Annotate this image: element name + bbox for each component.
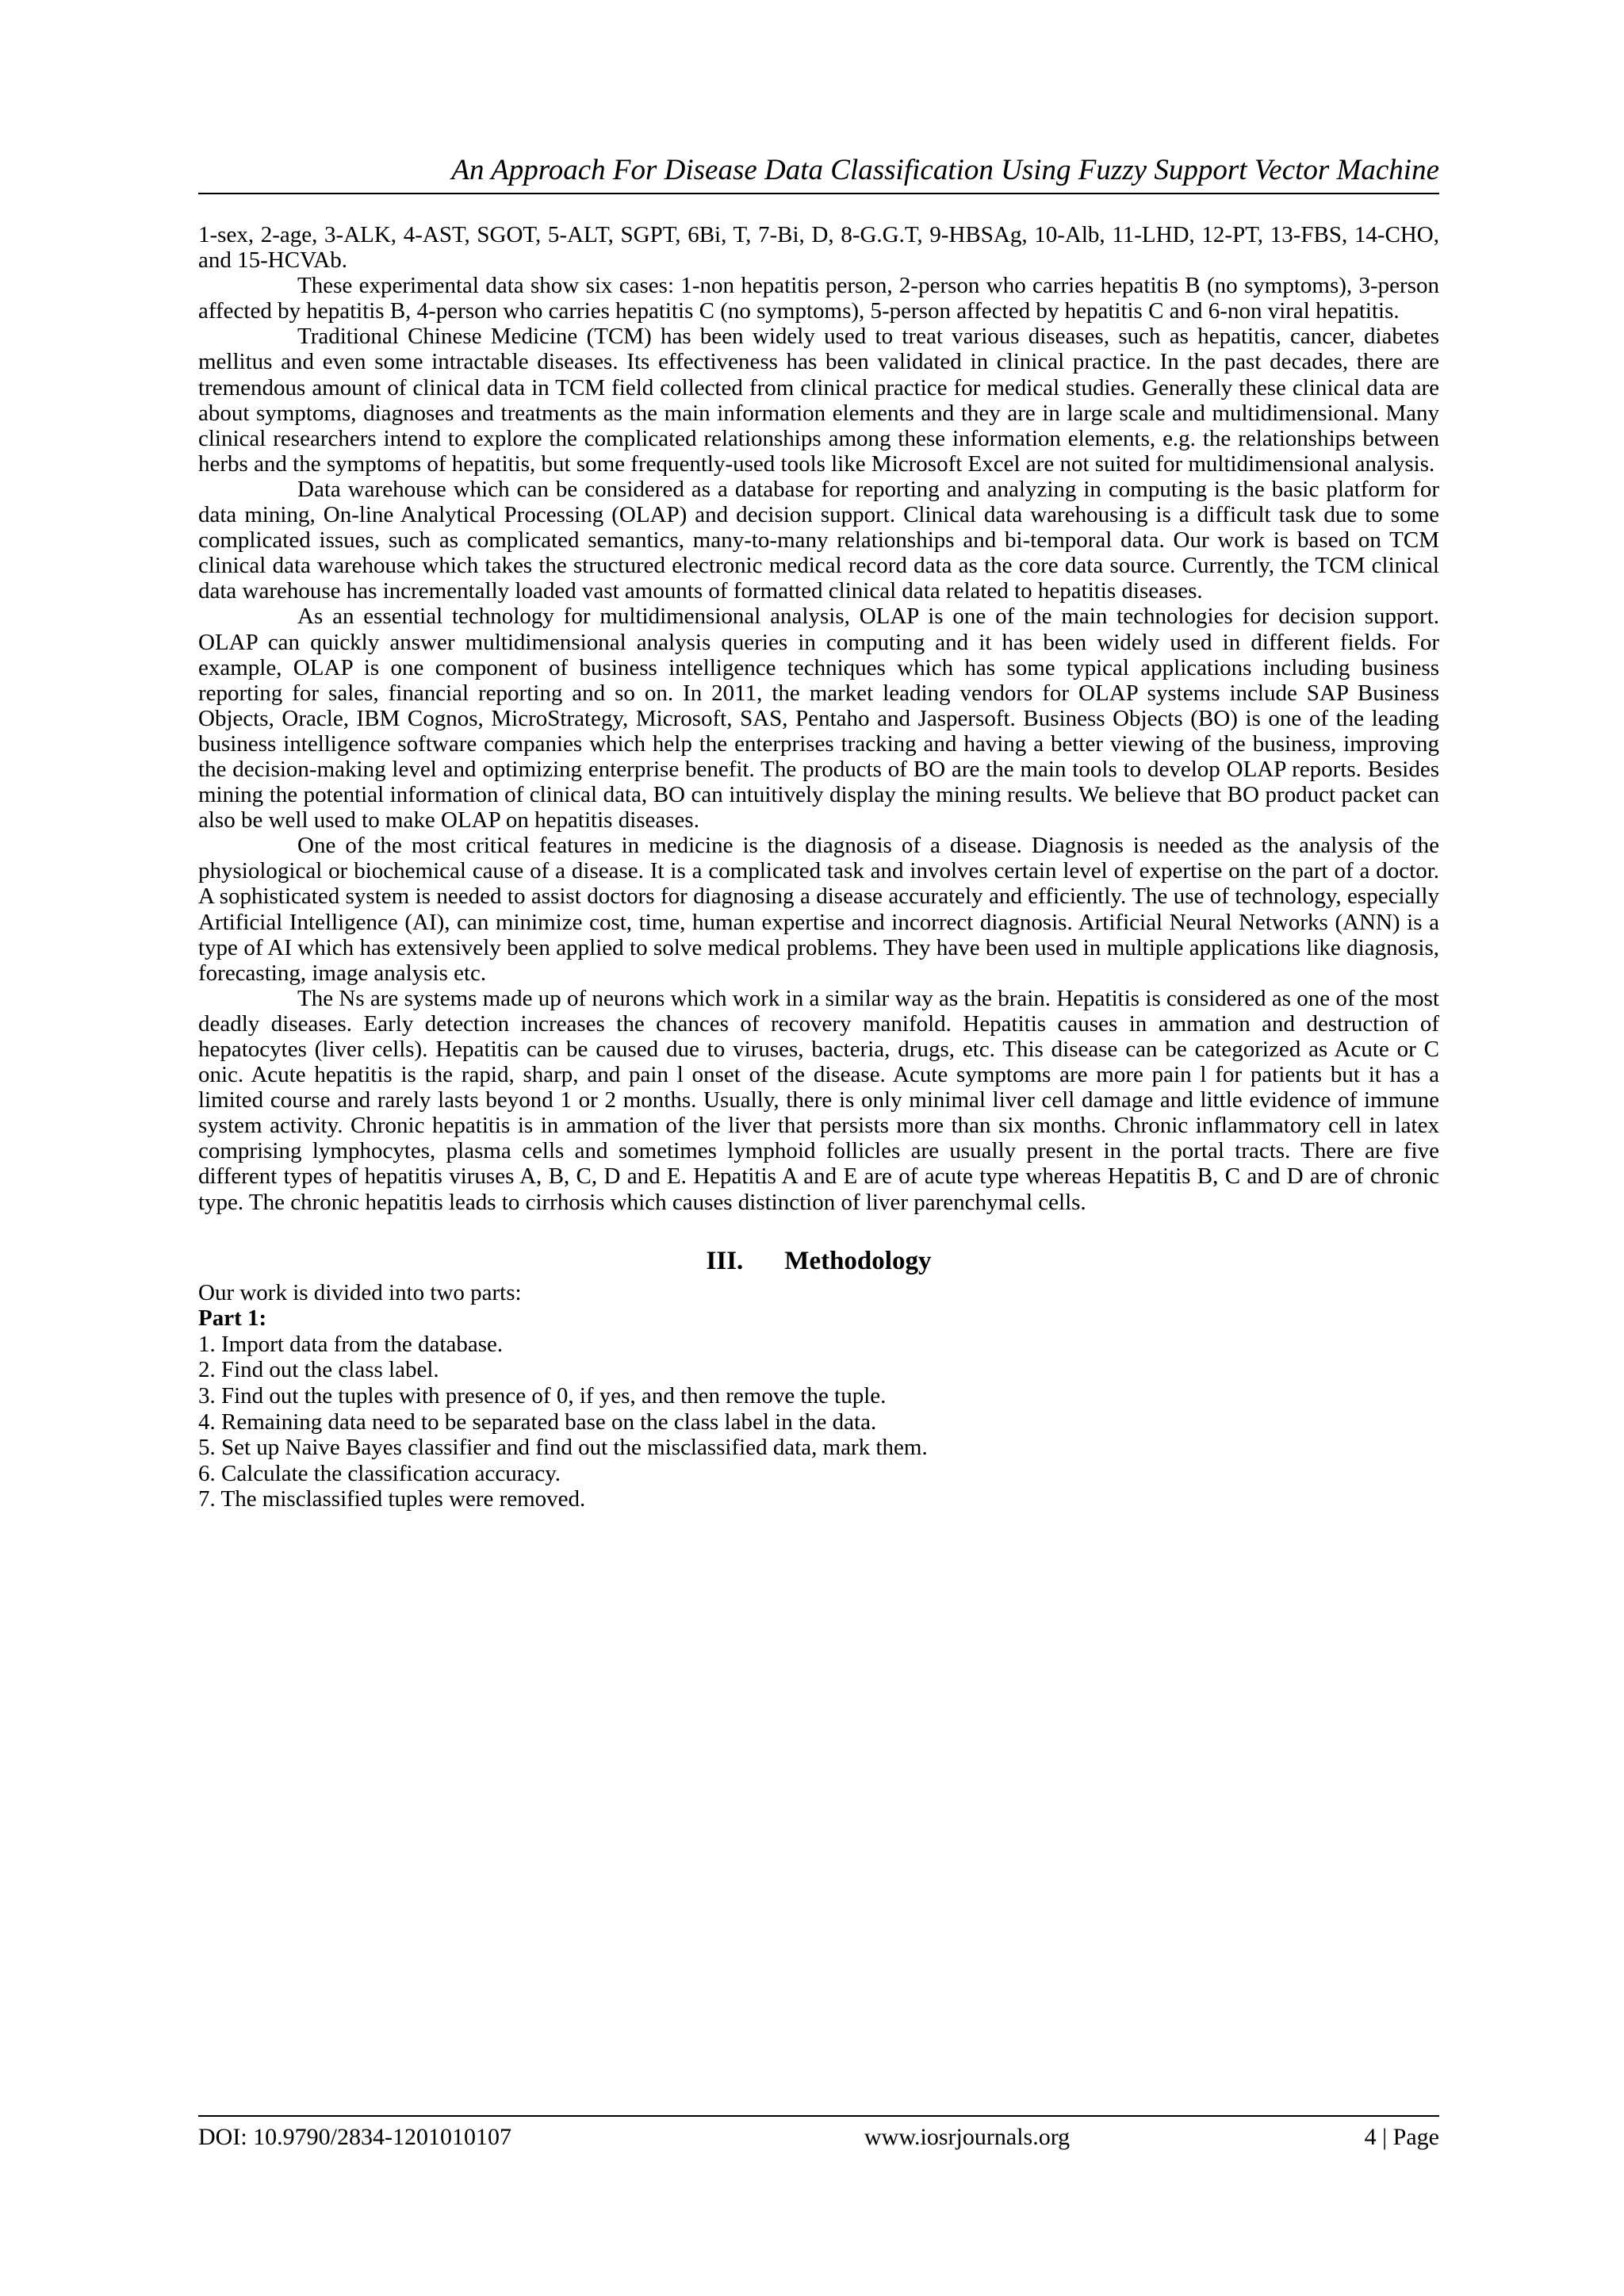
footer-rule <box>198 2115 1439 2117</box>
page-footer <box>198 2122 1439 2153</box>
paper-page <box>198 0 1439 2296</box>
list-item: 4. Remaining data need to be separated base on the class label in the data. <box>198 1409 877 1435</box>
paragraph-attributes: 1-sex, 2-age, 3-ALK, 4-AST, SGOT, 5-ALT, SGPT, 6Bi, T, 7-Bi, D, 8-G.G.T, 9-HBSAg, 10-Alb, 11-LHD, 12-PT, 13-FBS, 14-CHO, and 15-HCVAb. <box>198 222 1439 274</box>
list-item: 2. Find out the class label. <box>198 1357 439 1383</box>
paragraph-hepatitis: The Ns are systems made up of neurons which work in a similar way as the brain. Hepatitis is considered as one of the most deadly diseases. Early detection increases the chances of recovery manifold. Hepatitis causes in ammation and destruction of hepatocytes (liver cells). Hepatitis can be caused due to viruses, bacteria, drugs, etc. This disease can be categorized as Acute or C onic. Acute hepatitis is the rapid, sharp, and pain l onset of the disease. Acute symptoms are more pain l for patients but it has a limited course and rarely lasts beyond 1 or 2 months. Usually, there is only minimal liver cell damage and little evidence of immune system activity. Chronic hepatitis is in ammation of the liver that persists more than six months. Chronic inflammatory cell in latex comprising lymphocytes, plasma cells and sometimes lymphoid follicles are usually present in the portal tracts. There are five different types of hepatitis viruses A, B, C, D and E. Hepatitis A and E are of acute type whereas Hepatitis B, C and D are of chronic type. The chronic hepatitis leads to cirrhosis which causes distinction of liver parenchymal cells. <box>198 985 1439 1215</box>
list-item: 7. The misclassified tuples were removed. <box>198 1486 586 1512</box>
paragraph-olap: As an essential technology for multidimensional analysis, OLAP is one of the main technologies for decision support. OLAP can quickly answer multidimensional analysis queries in computing and it has been widely used in different fields. For example, OLAP is one component of business intelligence techniques which has some typical applications including business reporting for sales, financial reporting and so on. In 2011, the market leading vendors for OLAP systems include SAP Business Objects, Oracle, IBM Cognos, MicroStrategy, Microsoft, SAS, Pentaho and Jaspersoft. Business Objects (BO) is one of the leading business intelligence software companies which help the enterprises tracking and having a better viewing of the business, improving the decision-making level and optimizing enterprise benefit. The products of BO are the main tools to develop OLAP reports. Besides mining the potential information of clinical data, BO can intuitively display the mining results. We believe that BO product packet can also be well used to make OLAP on hepatitis diseases. <box>198 604 1439 834</box>
paragraph-diagnosis: One of the most critical features in medicine is the diagnosis of a disease. Diagnosis is needed as the analysis of the physiological or biochemical cause of a disease. It is a complicated task and involves certain level of expertise on the part of a doctor. A sophisticated system is needed to assist doctors for diagnosing a disease accurately and efficiently. The use of technology, especially Artificial Intelligence (AI), can minimize cost, time, human expertise and incorrect diagnosis. Artificial Neural Networks (ANN) is a type of AI which has extensively been applied to solve medical problems. They have been used in multiple applications like diagnosis, forecasting, image analysis etc. <box>198 833 1439 986</box>
methodology-intro: Our work is divided into two parts: <box>198 1279 522 1305</box>
part-label: Part 1: <box>198 1305 267 1332</box>
body-text <box>198 222 1439 1512</box>
section-title: Methodology <box>784 1246 932 1275</box>
section-heading-methodology <box>198 1215 1439 1280</box>
running-header: An Approach For Disease Data Classification Using Fuzzy Support Vector Machine <box>451 154 1439 186</box>
list-item: 1. Import data from the database. <box>198 1331 504 1357</box>
footer-website: www.iosrjournals.org <box>864 2124 1071 2150</box>
footer-page-number: 4 | Page <box>1364 2124 1439 2150</box>
section-number: III. <box>706 1246 744 1275</box>
list-item: 6. Calculate the classification accuracy. <box>198 1460 561 1486</box>
paragraph-cases: These experimental data show six cases: 1-non hepatitis person, 2-person who carries hepatitis B (no symptoms), 3-person affected by hepatitis B, 4-person who carries hepatitis C (no symptoms), 5-person affected by hepatitis C and 6-non viral hepatitis. <box>198 273 1439 324</box>
paragraph-tcm: Traditional Chinese Medicine (TCM) has been widely used to treat various diseases, such as hepatitis, cancer, diabetes mellitus and even some intractable diseases. Its effectiveness has been validated in clinical practice. In the past decades, there are tremendous amount of clinical data in TCM field collected from clinical practice for medical studies. Generally these clinical data are about symptoms, diagnoses and treatments as the main information elements and they are in large scale and multidimensional. Many clinical researchers intend to explore the complicated relationships among these information elements, e.g. the relationships between herbs and the symptoms of hepatitis, but some frequently-used tools like Microsoft Excel are not suited for multidimensional analysis. <box>198 324 1439 477</box>
list-item: 3. Find out the tuples with presence of 0, if yes, and then remove the tuple. <box>198 1383 887 1409</box>
header-rule <box>198 193 1439 194</box>
list-item: 5. Set up Naive Bayes classifier and find out the misclassified data, mark them. <box>198 1435 928 1461</box>
footer-doi: DOI: 10.9790/2834-1201010107 <box>198 2124 511 2150</box>
paragraph-data-warehouse: Data warehouse which can be considered as a database for reporting and analyzing in computing is the basic platform for data mining, On-line Analytical Processing (OLAP) and decision support. Clinical data warehousing is a difficult task due to some complicated issues, such as complicated semantics, many-to-many relationships and bi-temporal data. Our work is based on TCM clinical data warehouse which takes the structured electronic medical record data as the core data source. Currently, the TCM clinical data warehouse has incrementally loaded vast amounts of formatted clinical data related to hepatitis diseases. <box>198 476 1439 604</box>
